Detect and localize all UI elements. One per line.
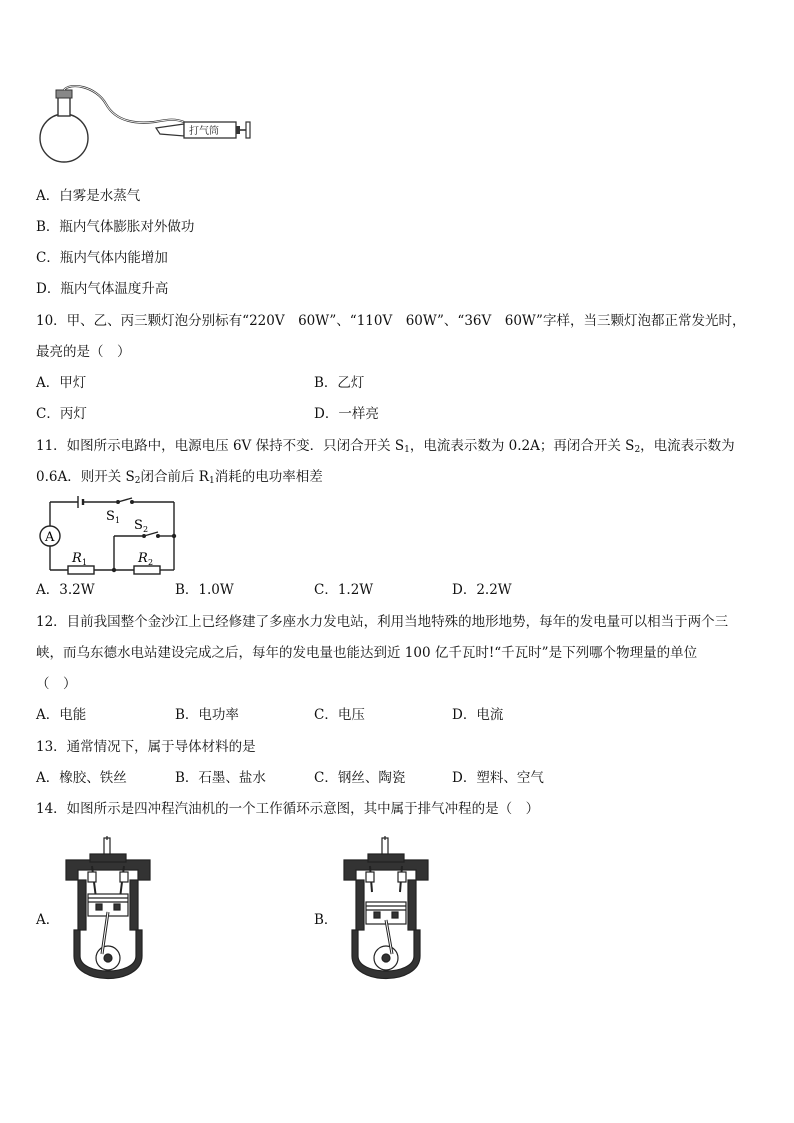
q11-text-d: 0.6A．则开关 S: [36, 469, 135, 485]
q11-text-e: 闭合前后 R: [140, 469, 209, 485]
r1-label: R: [72, 551, 82, 566]
engine-figure-a: [62, 836, 158, 1002]
q12-option-b: B．电功率: [175, 707, 239, 723]
pump-label: 打气筒: [189, 126, 219, 137]
q11-sub-r1: 1: [208, 476, 215, 486]
q12-stem-line3: （ ）: [36, 676, 77, 692]
q10-option-b: B．乙灯: [314, 375, 365, 391]
q10-stem-line1: 10．甲、乙、丙三颗灯泡分别标有“220V 60W”、“110V 60W”、“36V 60W”字样，当三颗灯泡都正常发光时，: [36, 313, 746, 329]
ammeter-label: A: [45, 530, 55, 545]
q11-option-a: A．3.2W: [36, 582, 95, 598]
q9-option-c: C．瓶内气体内能增加: [36, 250, 168, 266]
q11-option-c: C．1.2W: [314, 582, 374, 598]
r1-sub: 1: [82, 558, 88, 567]
s1-sub: 1: [115, 516, 121, 525]
q11-text-c: ，电流表示数为: [640, 438, 735, 454]
q13-option-a: A．橡胶、铁丝: [36, 770, 127, 786]
q13-stem-line1: 13．通常情况下，属于导体材料的是: [36, 739, 256, 755]
q14-stem-line1: 14．如图所示是四冲程汽油机的一个工作循环示意图，其中属于排气冲程的是（ ）: [36, 801, 540, 817]
q9-option-b: B．瓶内气体膨胀对外做功: [36, 219, 195, 235]
q11-stem-line1: [36, 436, 735, 460]
r2-label: R: [138, 551, 148, 566]
r2-sub: 2: [148, 558, 154, 567]
q9-option-a: A．白雾是水蒸气: [36, 188, 141, 204]
q11-sub-s1: 1: [404, 445, 410, 455]
q14-option-a: A．: [36, 912, 60, 928]
q12-option-a: A．电能: [36, 707, 87, 723]
q13-option-d: D．塑料、空气: [452, 770, 544, 786]
q11-text-b: ，电流表示数为 0.2A；再闭合开关 S: [409, 438, 635, 454]
q14-option-b: B．: [314, 912, 338, 928]
q10-option-d: D．一样亮: [314, 406, 379, 422]
q11-option-d: D．2.2W: [452, 582, 512, 598]
q11-sub-s2b: 2: [134, 476, 141, 486]
q12-option-c: C．电压: [314, 707, 365, 723]
q13-option-b: B．石墨、盐水: [175, 770, 266, 786]
q12-option-d: D．电流: [452, 707, 504, 723]
s1-label: S: [106, 509, 115, 524]
q11-text-f: 消耗的电功率相差: [214, 469, 323, 485]
q13-option-c: C．钢丝、陶瓷: [314, 770, 406, 786]
engine-figure-b: [340, 836, 436, 1002]
q11-option-b: B．1.0W: [175, 582, 234, 598]
q12-stem-line2: 峡，而乌东德水电站建设完成之后，每年的发电量也能达到近 100 亿千瓦时!“千瓦时”是下列哪个物理量的单位: [36, 645, 698, 661]
q12-stem-line1: 12．目前我国整个金沙江上已经修建了多座水力发电站，利用当地特殊的地形地势，每年的发电量可以相当于两个三: [36, 614, 729, 630]
q10-option-a: A．甲灯: [36, 375, 87, 391]
s2-sub: 2: [143, 525, 149, 534]
q11-text-a: 11．如图所示电路中，电源电压 6V 保持不变．只闭合开关 S: [36, 438, 405, 454]
q11-stem-line2: [36, 467, 323, 491]
flask-pump-figure: [36, 84, 256, 170]
q10-stem-line2: 最亮的是（ ）: [36, 344, 131, 360]
q9-option-d: D．瓶内气体温度升高: [36, 281, 169, 297]
s2-label: S: [134, 518, 143, 533]
q10-option-c: C．丙灯: [36, 406, 87, 422]
circuit-diagram: [34, 494, 184, 578]
q11-sub-s2: 2: [634, 445, 641, 455]
